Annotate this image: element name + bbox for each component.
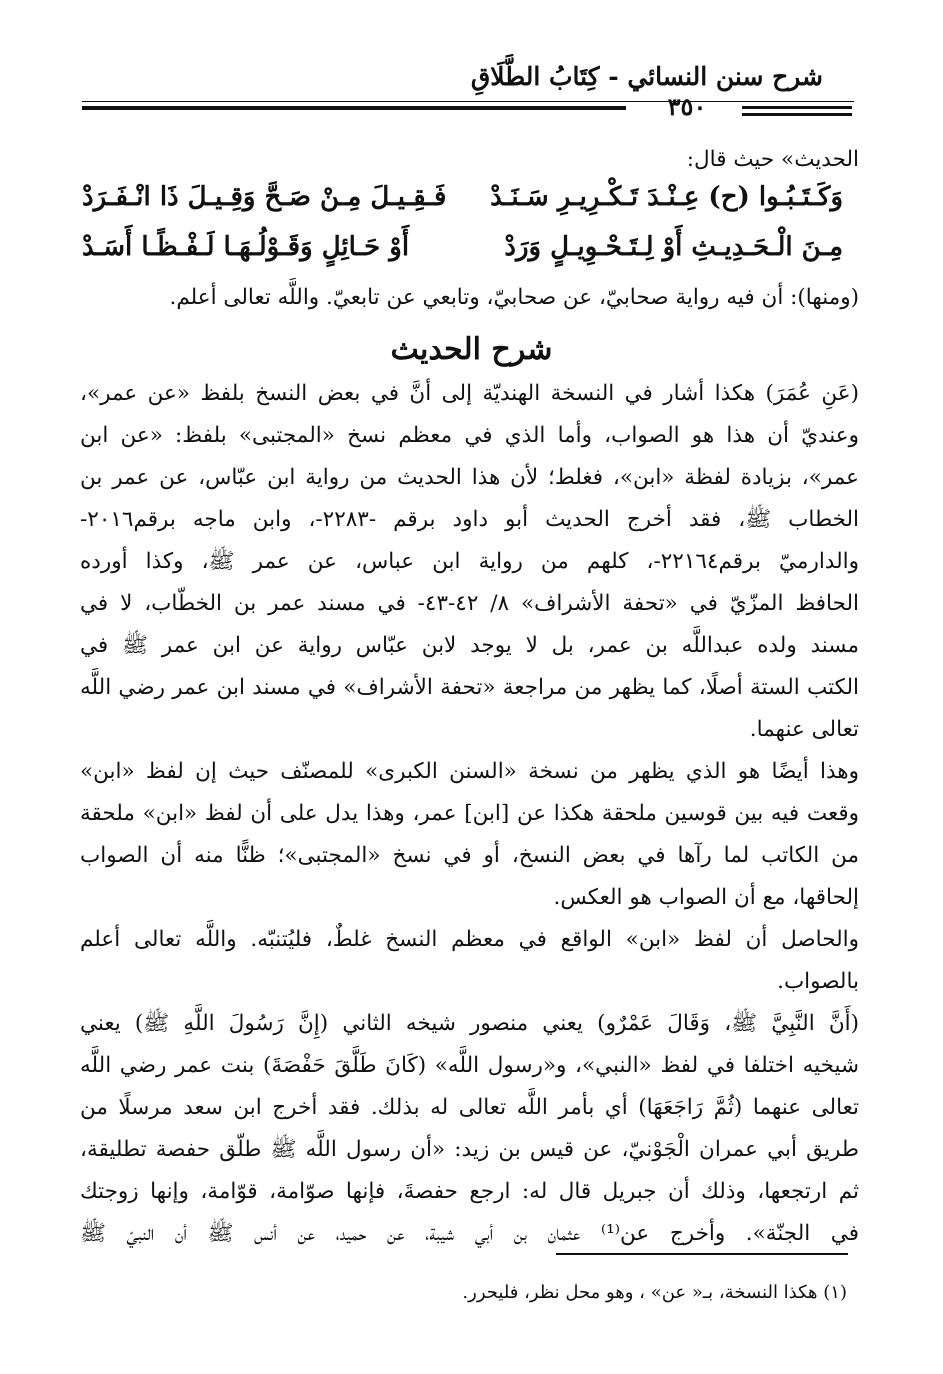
text-line: وهذا أيضًا هو الذي يظهر من نسخة «السنن الكبرى» للمصنّف حيث إن لفظ «ابن» [80, 759, 859, 784]
intro-line: الحديث» حيث قال: [686, 147, 859, 172]
text-line: (أَنَّ النَّبِيَّ ﷺ، وَقَالَ عَمْرٌو) يعني منصور شيخه الثاني (إِنَّ رَسُولَ اللَّهِ ﷺ) يعني [80, 1011, 859, 1036]
text-line: ثم ارتجعها، وذلك أن جبريل قال له: ارجع حفصةَ، فإنها صوّامة، قوّامة، وإنها زوجتك [80, 1179, 859, 1204]
page-number-rule-2 [742, 113, 852, 116]
verse-line2-left: أَوْ حَـائِلٍ وَقَـوْلُـهَـا لَـفْـظًـا أَسَـدْ [82, 232, 410, 262]
text-line: تعالى عنهما. [749, 717, 859, 742]
text-line: الحافظ المزّيّ في «تحفة الأشراف» ٨/ ٤٢-٤٣- في مسند عمر بن الخطّاب، لا في [80, 591, 859, 616]
footnote-rule [556, 1253, 848, 1255]
verse-line1-right: وَكَـتَـبُـوا (ح) عِـنْـدَ تَـكْـرِيـرِ سَـنَـدْ [490, 182, 843, 212]
text-line: من الكاتب لما رآها في بعض النسخ، أو في نسخ «المجتبى»؛ ظنًّا منه أن الصواب [80, 843, 859, 868]
verse-line1-left: فَـقِـيـلَ مِـنْ صَـحَّ وَقِـيـلَ ذَا انْـفَـرَدْ [82, 182, 447, 212]
section-heading: شرح الحديث [390, 332, 553, 367]
verse-line2-right: مِـنَ الْـحَـدِيـثِ أَوْ لِـتَـحْـوِيـلٍ وَرَدْ [504, 232, 843, 262]
text-line: شيخيه اختلفا في لفظ «النبي»، و«رسول اللَّه» (كَانَ طَلَّقَ حَفْصَةَ) بنت عمر رضي اللَّه [80, 1053, 859, 1078]
text-line: والدارميّ برقم٢٢١٦٤-، كلهم من رواية ابن عباس، عن عمر ﷺ، وكذا أورده [80, 549, 859, 574]
text-line: تعالى عنهما (ثُمَّ رَاجَعَهَا) أي بأمر اللَّه تعالى له بذلك. فقد أخرج ابن سعد مرسلًا من [80, 1095, 859, 1120]
text-line: والحاصل أن لفظ «ابن» الواقع في معظم النسخ غلطٌ، فليُتنبّه. واللَّه تعالى أعلم [80, 927, 859, 952]
running-title: شرح سنن النسائي - كِتَابُ الطَّلَاقِ [470, 62, 823, 91]
text-line: وقعت فيه بين قوسين ملحقة هكذا عن [ابن] عمر، وهذا يدل على أن لفظ «ابن» ملحقة [80, 801, 859, 826]
text-line: (عَنِ عُمَرَ) هكذا أشار في النسخة الهنديّة إلى أنَّ في بعض النسخ بلفظ «عن عمر»، [80, 381, 859, 406]
page-number-rule-1 [742, 106, 852, 109]
page-number: ٣٥٠ [667, 92, 707, 121]
text-line: إلحاقها، مع أن الصواب هو العكس. [553, 885, 859, 910]
text-line: الخطاب ﷺ، فقد أخرج الحديث أبو داود برقم -٢٢٨٣-، وابن ماجه برقم٢٠١٦- [80, 507, 859, 532]
after-verse-line: (ومنها): أن فيه رواية صحابيّ، عن صحابيّ، وتابعي عن تابعيّ. واللَّه تعالى أعلم. [169, 285, 859, 310]
text-line: بالصواب. [777, 969, 859, 994]
text-line: عمر»، بزيادة لفظة «ابن»، فغلط؛ لأن هذا الحديث من رواية ابن عبّاس، عن عمر بن [80, 465, 859, 490]
text-line: مسند ولده عبداللَّه بن عمر، بل لا يوجد لابن عبّاس رواية عن ابن عمر ﷺ في [80, 633, 859, 658]
text-line: الكتب الستة أصلًا، كما يظهر من مراجعة «تحفة الأشراف» في مسند ابن عمر رضي اللَّه [80, 675, 859, 700]
text-line: وعنديّ أن هذا هو الصواب، وأما الذي في معظم نسخ «المجتبى» بلفظ: «عن ابن [80, 423, 859, 448]
header-rule-thick [82, 106, 626, 110]
text-line: في الجنّة». وأخرج عن⁽¹⁾ عثمان بن أبي شيبة، عن حميد، عن أنس ﷺ أن النبيّ ﷺ [80, 1221, 859, 1246]
text-line: طريق أبي عمران الْجَوْنيّ، عن قيس بن زيد: «أن رسول اللَّه ﷺ طلّق حفصة تطليقة، [80, 1137, 859, 1162]
footnote: (١) هكذا النسخة، بـ« عن» ، وهو محل نظر، فليحرر. [462, 1282, 847, 1303]
